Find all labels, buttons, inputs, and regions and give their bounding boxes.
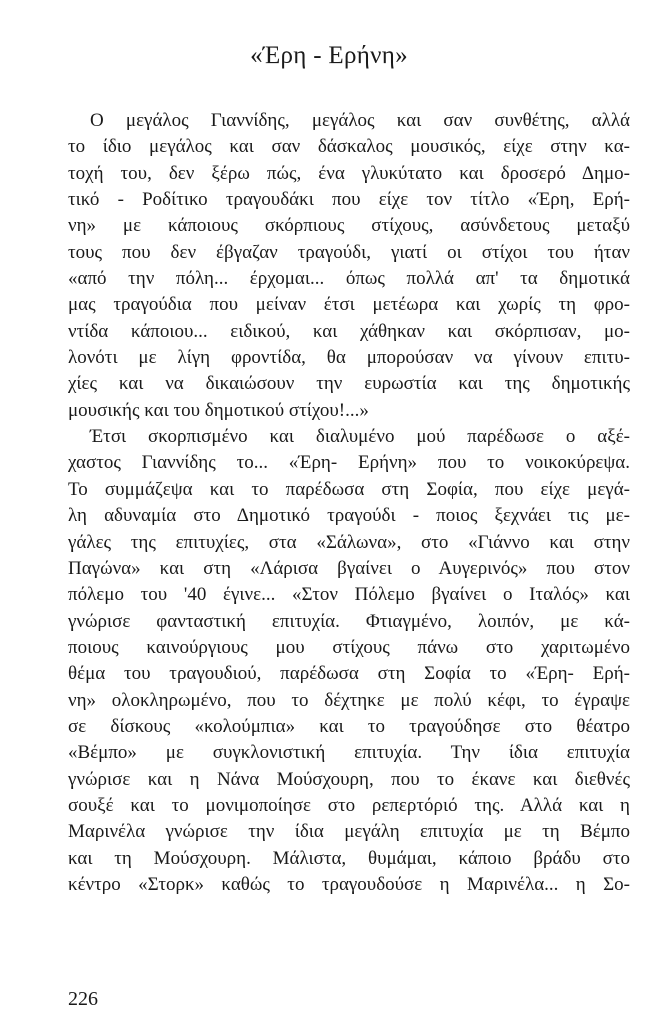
text-line: Το συμμάζεψα και το παρέδωσα στη Σοφία, που είχε μεγά- bbox=[68, 478, 630, 500]
paragraph bbox=[68, 424, 630, 898]
text-line: τους που δεν έβγαζαν τραγούδι, γιατί οι στίχοι του ήταν bbox=[68, 241, 630, 263]
text-line: γνώρισε και η Νάνα Μούσχουρη, που το έκανε και διεθνές bbox=[68, 768, 630, 790]
body-text bbox=[68, 108, 630, 898]
text-line: πόλεμο του '40 έγινε... «Στον Πόλεμο βγαίνει ο Ιταλός» και bbox=[68, 584, 630, 606]
text-line: σε δίσκους «κολούμπια» και το τραγούδησε στο θέατρο bbox=[68, 715, 630, 737]
text-line: Παγώνα» και στη «Λάρισα βγαίνει ο Αυγερινός» που στον bbox=[68, 557, 630, 579]
text-line: και τη Μούσχουρη. Μάλιστα, θυμάμαι, κάποιο βράδυ στο bbox=[68, 847, 630, 869]
paragraph bbox=[68, 108, 630, 424]
text-line: μουσικής και του δημοτικού στίχου!...» bbox=[68, 399, 369, 421]
text-line: λη αδυναμία στο Δημοτικό τραγούδι - ποιος ξεχνάει τις με- bbox=[68, 505, 630, 527]
text-line: κέντρο «Στορκ» καθώς το τραγουδούσε η Μαρινέλα... η Σο- bbox=[68, 873, 630, 895]
text-line: λονότι με λίγη φροντίδα, θα μπορούσαν να γίνουν επιτυ- bbox=[68, 347, 630, 369]
text-line: «από την πόλη... έρχομαι... όπως πολλά απ' τα δημοτικά bbox=[68, 268, 630, 290]
text-line: ποιους καινούργιους μου στίχους πάνω στο χαριτωμένο bbox=[68, 636, 630, 658]
text-line: Ο μεγάλος Γιαννίδης, μεγάλος και σαν συνθέτης, αλλά bbox=[90, 110, 630, 131]
text-line: χαστος Γιαννίδης το... «Έρη- Ερήνη» που το νοικοκύρεψα. bbox=[68, 452, 630, 474]
text-line: Έτσι σκορπισμένο και διαλυμένο μού παρέδωσε ο αξέ- bbox=[90, 426, 630, 448]
text-line: ντίδα κάποιου... ειδικού, και χάθηκαν και σκόρπισαν, μο- bbox=[68, 320, 630, 342]
text-line: τοχή του, δεν ξέρω πώς, ένα γλυκύτατο και δροσερό Δημο- bbox=[68, 162, 630, 184]
page-number: 226 bbox=[68, 988, 98, 1010]
text-line: Μαρινέλα γνώρισε την ίδια μεγάλη επιτυχία με τη Βέμπο bbox=[68, 821, 630, 843]
text-line: γνώρισε φανταστική επιτυχία. Φτιαγμένο, λοιπόν, με κά- bbox=[68, 610, 630, 632]
text-line: γάλες της επιτυχίες, στα «Σάλωνα», στο «Γιάννο και στην bbox=[68, 531, 630, 553]
text-line: νη» με κάποιους σκόρπιους στίχους, ασύνδετους μεταξύ bbox=[68, 215, 630, 237]
text-line: τικό - Ροδίτικο τραγουδάκι που είχε τον τίτλο «Έρη, Ερή- bbox=[68, 189, 630, 211]
text-line: μας τραγούδια που μείναν έτσι μετέωρα και χωρίς τη φρο- bbox=[68, 294, 630, 316]
text-line: σουξέ και το μονιμοποίησε στο ρεπερτόριό της. Αλλά και η bbox=[68, 794, 630, 816]
text-line: το ίδιο μεγάλος και σαν δάσκαλος μουσικός, είχε στην κα- bbox=[68, 136, 630, 158]
text-line: «Βέμπο» με συγκλονιστική επιτυχία. Την ίδια επιτυχία bbox=[68, 742, 630, 764]
chapter-title: «Έρη - Ερήνη» bbox=[250, 42, 408, 69]
text-line: χίες και να δικαιώσουν την ευρωστία και της δημοτικής bbox=[68, 373, 630, 395]
text-line: νη» ολοκληρωμένο, που το δέχτηκε με πολύ κέφι, το έγραψε bbox=[68, 689, 630, 711]
text-line: θέμα του τραγουδιού, παρέδωσα στη Σοφία το «Έρη- Ερή- bbox=[68, 663, 630, 685]
